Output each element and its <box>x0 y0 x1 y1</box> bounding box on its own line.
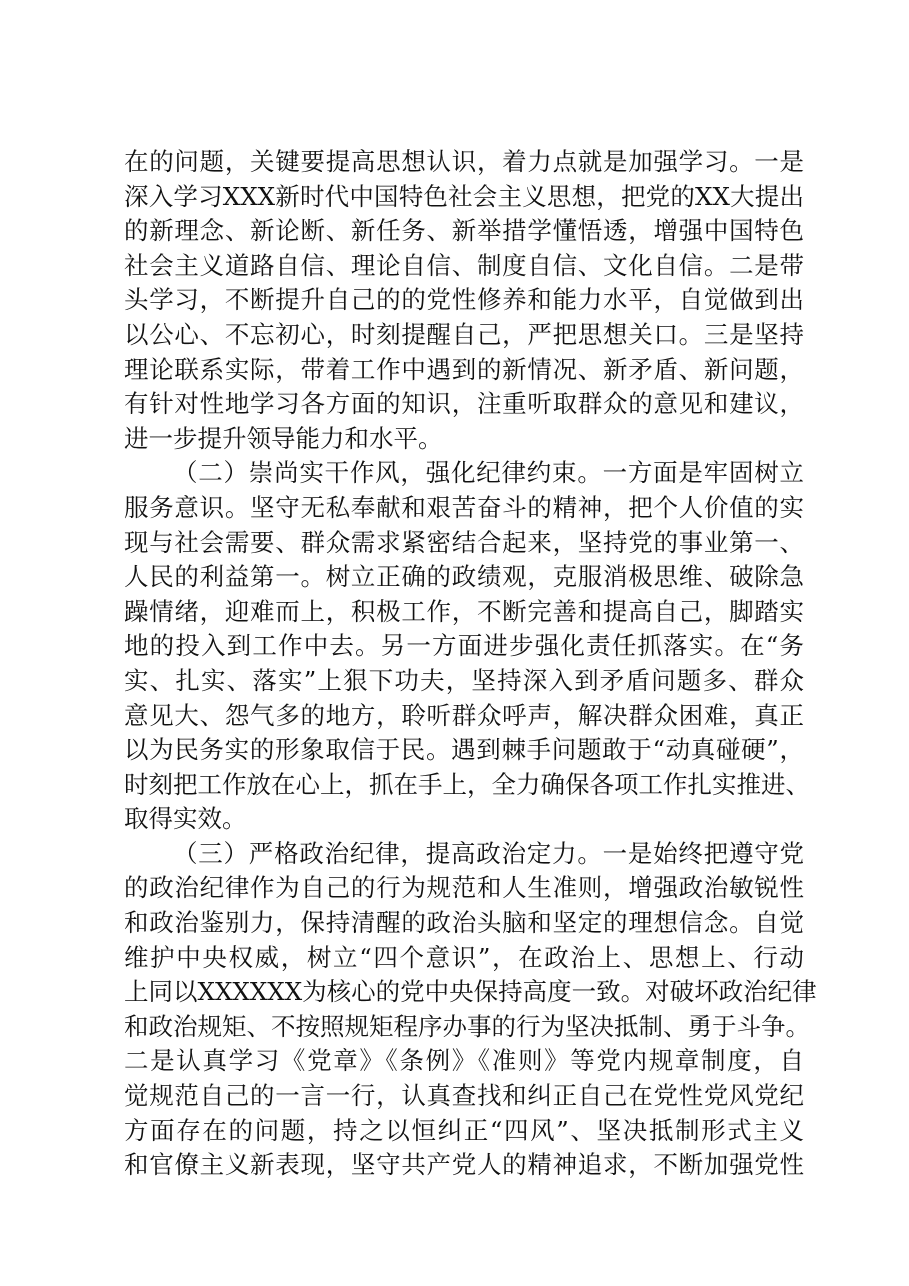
text-line: 深入学习XXX新时代中国特色社会主义思想，把党的XX大提出 <box>124 181 804 211</box>
text-line: 地的投入到工作中去。另一方面进步强化责任抓落实。在“务 <box>124 631 804 661</box>
text-line: 的政治纪律作为自己的行为规范和人生准则，增强政治敏锐性 <box>124 873 804 903</box>
text-line: 理论联系实际，带着工作中遇到的新情况、新矛盾、新问题， <box>124 354 804 384</box>
section-heading-line: （三）严格政治纪律，提高政治定力。一是始终把遵守党 <box>173 838 804 868</box>
section-heading-line: （二）崇尚实干作风，强化纪律约束。一方面是牢固树立 <box>173 458 804 488</box>
text-line: 上同以XXXXXX为核心的党中央保持高度一致。对破坏政治纪律 <box>124 977 817 1007</box>
text-line: 在的问题，关键要提高思想认识，着力点就是加强学习。一是 <box>124 147 804 176</box>
document-body <box>124 145 817 1183</box>
text-line: 头学习，不断提升自己的的党性修养和能力水平，自觉做到出 <box>124 285 804 315</box>
text-line: 意见大、怨气多的地方，聆听群众呼声，解决群众困难，真正 <box>124 700 804 730</box>
text-line: 的新理念、新论断、新任务、新举措学懂悟透，增强中国特色 <box>124 216 804 246</box>
text-line: 和官僚主义新表现，坚守共产党人的精神追求，不断加强党性 <box>124 1150 804 1180</box>
text-line: 以为民务实的形象取信于民。遇到棘手问题敢于“动真碰硬”， <box>124 735 804 765</box>
text-line: 现与社会需要、群众需求紧密结合起来，坚持党的事业第一、 <box>124 527 804 557</box>
text-line: 以公心、不忘初心，时刻提醒自己，严把思想关口。三是坚持 <box>124 319 804 349</box>
text-line: 服务意识。坚守无私奉献和艰苦奋斗的精神，把个人价值的实 <box>124 492 804 522</box>
text-line: 有针对性地学习各方面的知识，注重听取群众的意见和建议， <box>124 389 804 419</box>
text-line: 社会主义道路自信、理论自信、制度自信、文化自信。二是带 <box>124 250 804 280</box>
text-line: 维护中央权威，树立“四个意识”，在政治上、思想上、行动 <box>124 942 804 972</box>
text-line: 觉规范自己的一言一行，认真查找和纠正自己在党性党风党纪 <box>124 1081 804 1111</box>
text-line: 和政治鉴别力，保持清醒的政治头脑和坚定的理想信念。自觉 <box>124 908 804 938</box>
text-line: 时刻把工作放在心上，抓在手上，全力确保各项工作扎实推进、 <box>124 769 810 799</box>
text-line: 二是认真学习《党章》《条例》《准则》等党内规章制度，自 <box>124 1046 804 1076</box>
text-line: 人民的利益第一。树立正确的政绩观，克服消极思维、破除急 <box>124 562 804 592</box>
text-line: 实、扎实、落实”上狠下功夫，坚持深入到矛盾问题多、群众 <box>124 665 804 695</box>
text-line: 躁情绪，迎难而上，积极工作，不断完善和提高自己，脚踏实 <box>124 596 804 626</box>
text-line: 方面存在的问题，持之以恒纠正“四风”、坚决抵制形式主义 <box>124 1115 804 1145</box>
text-line: 进一步提升领导能力和水平。 <box>124 423 443 453</box>
text-line: 和政治规矩、不按照规矩程序办事的行为坚决抵制、勇于斗争。 <box>124 1011 810 1041</box>
text-line: 取得实效。 <box>124 804 247 834</box>
